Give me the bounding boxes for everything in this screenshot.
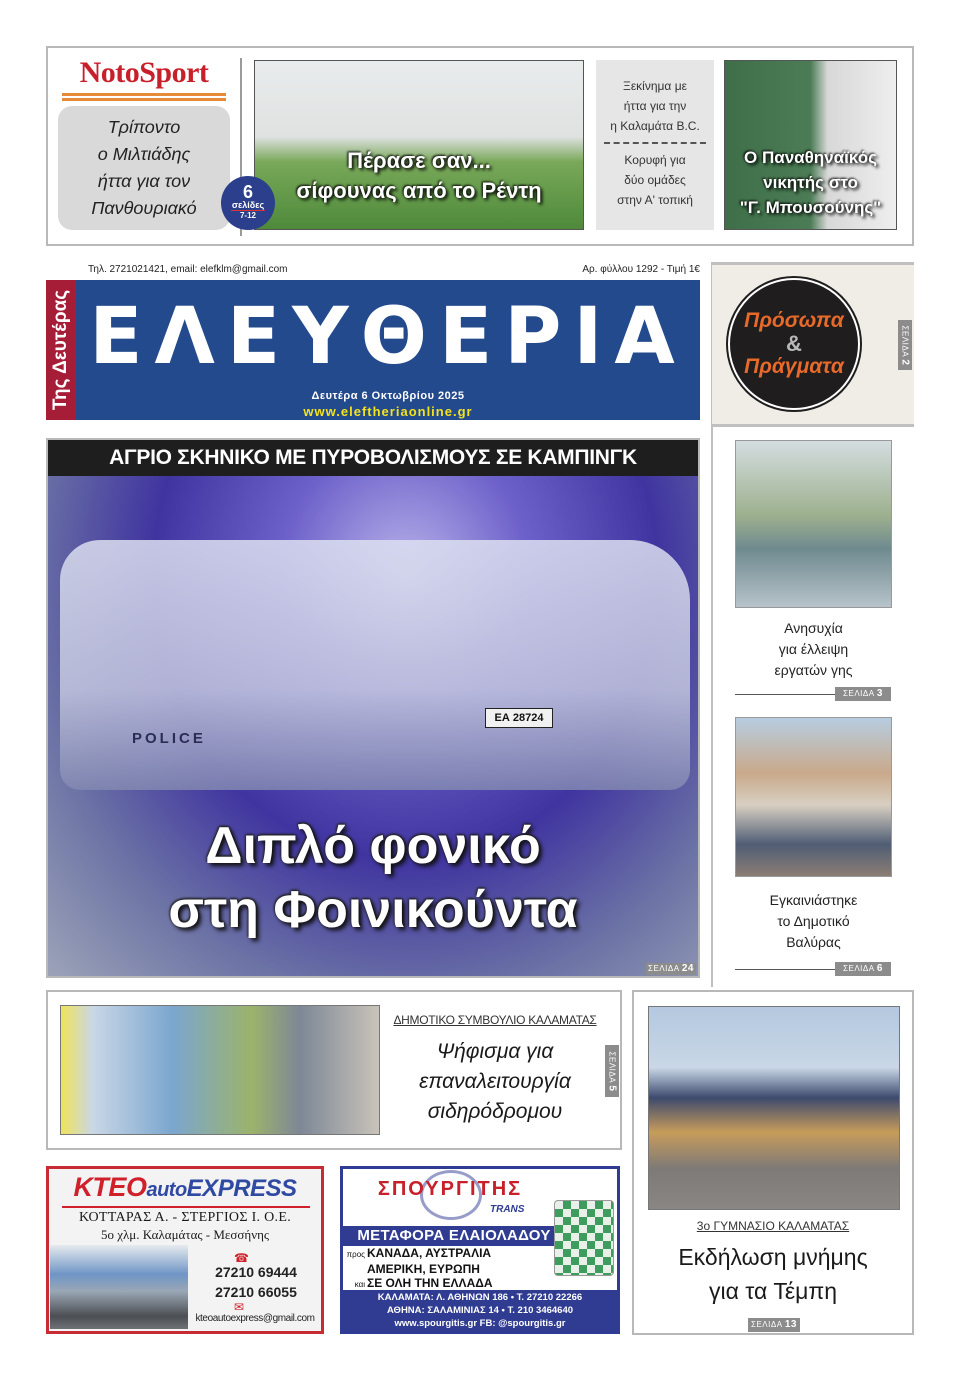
prefix: προς [346,1250,365,1259]
police-text: POLICE [132,730,206,747]
police-car-shape [60,540,690,790]
dashed-divider [604,142,706,144]
title-line: επαναλειτουργία [419,1070,571,1093]
gym-kicker: 3ο ΓΥΜΝΑΣΙΟ ΚΑΛΑΜΑΤΑΣ [696,1219,850,1233]
main-headline[interactable] [48,814,698,942]
ampersand: & [786,331,802,356]
license-plate: ΕΑ 28724 [485,708,553,728]
edition-label: Της Δευτέρας [50,289,72,411]
badge-line: Πρόσωπα [744,309,844,332]
train-photo[interactable] [60,1005,380,1135]
rule [735,969,835,970]
destination: ΣΕ ΟΛΗ ΤΗΝ ΕΛΛΑΔΑ [367,1276,493,1290]
title-line: Εγκαινιάστηκε [769,892,858,908]
contact-info: Τηλ. 2721021421, email: elefklm@gmail.com [88,264,288,275]
badge-range: 7-12 [239,211,256,220]
rule [62,1206,310,1208]
title-line: για τα Τέμπη [708,1278,838,1304]
caption-line: σίφουνας από το Ρέντη [296,178,542,203]
title-line: εργατών γης [774,662,853,678]
page-tag [835,687,891,701]
logo-underline [62,93,226,96]
page-tag [835,962,891,976]
trophy-caption [724,145,897,220]
page-tag [898,320,912,370]
page-label: ΣΕΛΙΔΑ [648,964,680,973]
side-story-title[interactable] [735,890,892,953]
rail-title[interactable] [392,1037,598,1127]
kteo-company: ΚΟΤΤΑΡΑΣ Α. - ΣΤΕΡΓΙΟΣ Ι. Ο.Ε. [79,1210,291,1225]
kteo-phones [192,1262,320,1302]
rail-kicker: ΔΗΜΟΤΙΚΟ ΣΥΜΒΟΥΛΙΟ ΚΑΛΑΜΑΤΑΣ [393,1013,597,1027]
side-story-line: Τρίποντο [107,117,181,137]
panel-event-photo[interactable] [648,1006,900,1210]
phone-number: 27210 66055 [215,1284,297,1300]
page-number: 5 [606,1084,618,1091]
page-label: ΣΕΛΙΔΑ [843,689,875,698]
edition-tab [46,280,76,420]
page-label: ΣΕΛΙΔΑ [607,1051,617,1083]
caption-line: Πέρασε σαν... [347,148,491,173]
page-number: 24 [681,963,694,974]
sport-briefs[interactable] [596,60,714,230]
caption-line: "Γ. Μπουσούνης" [739,198,882,217]
spourgitis-logo: ΣΠΟΥΡΓΙΤΗΣ [377,1178,523,1200]
brief-line: δύο ομάδες [624,173,686,187]
rule [735,694,835,695]
school-inauguration-photo[interactable] [735,717,892,877]
brief-line: ήττα για την [623,99,687,113]
kteo-logo [50,1172,320,1203]
badge-line: Πράγματα [744,355,844,378]
gym-title[interactable] [632,1240,914,1308]
issue-info: Αρ. φύλλου 1292 - Τιμή 1€ [582,264,700,275]
brief-line: στην Α' τοπική [617,193,693,207]
notosport-logo[interactable]: NotoSport [79,56,209,89]
title-line: Ψήφισμα για [436,1040,554,1063]
side-story-line: ο Μιλτιάδης [97,144,191,164]
page-number: 3 [876,688,883,699]
side-story-line: Πανθουριακό [91,198,197,218]
sport-side-story[interactable] [58,106,230,230]
caption-line: νικητής στο [763,173,858,192]
badge-count: 6 [242,182,253,202]
kteo-address: 5ο χλμ. Καλαμάτας - Μεσσήνης [100,1227,270,1242]
logo-part: ΚΤΕΟ [73,1172,147,1202]
oil-can-icon [554,1200,614,1276]
page-label: ΣΕΛΙΔΑ [751,1320,783,1329]
contact-line[interactable]: www.spourgitis.gr FB: @spourgitis.gr [394,1318,566,1329]
headline-line: στη Φοινικούντα [168,881,578,939]
destinations [345,1246,555,1292]
contact-line: ΑΘΗΝΑ: ΣΑΛΑΜΙΝΙΑΣ 14 • Τ. 210 3464640 [386,1305,574,1316]
headline-line: Διπλό φονικό [205,817,541,875]
badge-label: σελίδες [231,200,265,210]
title-line: σιδηρόδρομου [427,1100,563,1123]
side-story-line: ήττα για τον [97,171,191,191]
pages-badge [221,176,275,230]
kteo-email[interactable]: kteoautoexpress@gmail.com [195,1313,315,1324]
title-line: το Δημοτικό [777,913,850,929]
page-tag [605,1045,619,1097]
contact-line: ΚΑΛΑΜΑΤΑ: Λ. ΑΘΗΝΩΝ 186 • Τ. 27210 22266 [377,1292,583,1303]
brief-line: Ξεκίνημα με [623,79,687,93]
envelope-icon: ✉ [234,1300,245,1314]
phone-number: 27210 69444 [215,1264,297,1280]
page-number: 2 [899,358,911,365]
kteo-building-photo [50,1245,188,1329]
logo-underline [62,98,226,101]
spourgitis-contacts [343,1290,617,1331]
page-number: 13 [784,1319,797,1330]
page-tag [646,963,696,975]
title-line: Εκδήλωση μνήμης [678,1244,868,1270]
website-link[interactable]: www.eleftheriaonline.gr [303,404,473,419]
brief-line: η Καλαμάτα B.C. [610,119,700,133]
caption-line: Ο Παναθηναϊκός [744,148,877,167]
spourgitis-sub: TRANS [490,1204,525,1215]
title-line: Βαλύρας [786,934,841,950]
page-tag [748,1318,800,1332]
olive-harvest-photo[interactable] [735,440,892,608]
newspaper-title[interactable]: ΕΛΕΥΘΕΡΙΑ [89,292,687,382]
service-band: ΜΕΤΑΦΟΡΑ ΕΛΑΙΟΛΑΔΟΥ [343,1226,565,1246]
brief-line: Κορυφή για [624,153,686,167]
destination: ΚΑΝΑΔΑ, ΑΥΣΤΡΑΛΙΑ [367,1246,492,1260]
page-label: ΣΕΛΙΔΑ [900,325,910,357]
destination: ΑΜΕΡΙΚΗ, ΕΥΡΩΠΗ [367,1262,480,1276]
side-story-title[interactable] [735,618,892,681]
logo-part: EXPRESS [186,1175,297,1202]
sport-feature-caption [254,146,584,206]
prefix: και [354,1280,365,1289]
title-line: για έλλειψη [778,641,849,657]
prosopa-pragmata-badge [728,278,860,410]
page-number: 6 [876,963,883,974]
issue-date: Δευτέρα 6 Οκτωβρίου 2025 [311,390,465,402]
phone-icon: ☎ [234,1251,249,1265]
logo-part: auto [146,1179,187,1201]
main-kicker: ΑΓΡΙΟ ΣΚΗΝΙΚΟ ΜΕ ΠΥΡΟΒΟΛΙΣΜΟΥΣ ΣΕ ΚΑΜΠΙΝΓΚ [48,440,698,476]
title-line: Ανησυχία [784,620,843,636]
page-label: ΣΕΛΙΔΑ [843,964,875,973]
